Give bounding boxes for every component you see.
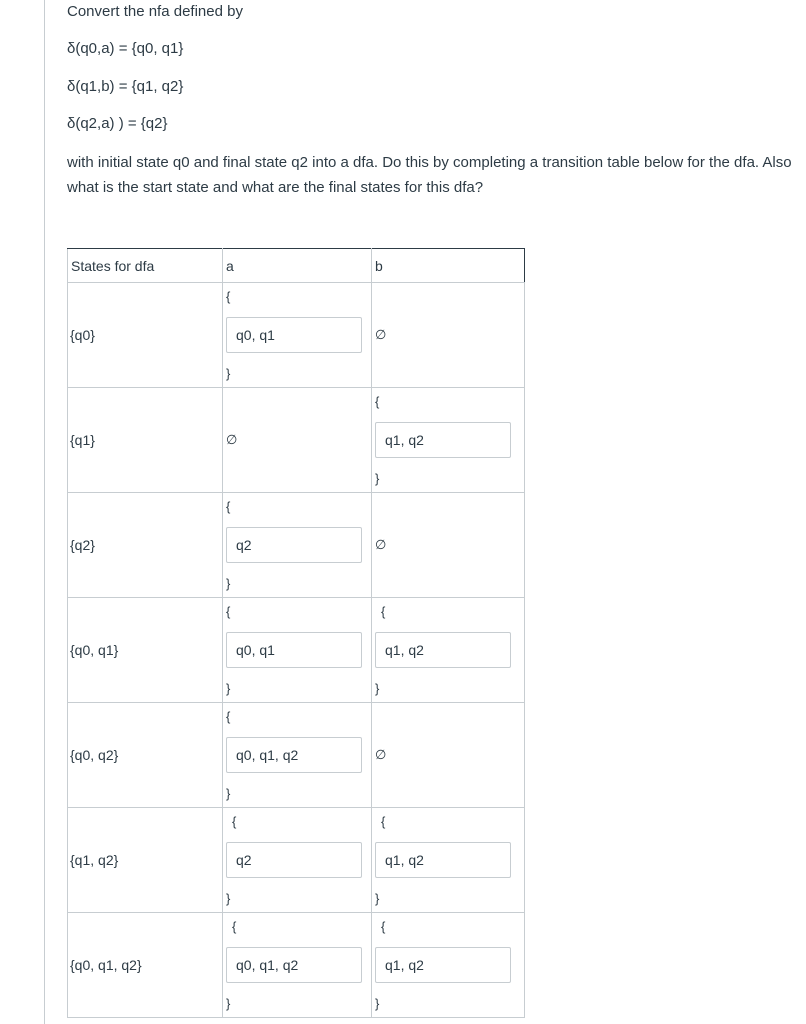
close-brace: } [226, 786, 231, 801]
transition-cell-b [372, 703, 525, 808]
table-row [68, 913, 525, 1018]
transition-cell-b [372, 283, 525, 388]
question-intro: Convert the nfa defined by [67, 3, 243, 20]
answer-input-a[interactable]: q0, q1 [226, 632, 362, 668]
nfa-transition-3: δ(q2,a) ) = {q2} [67, 115, 168, 132]
open-brace: { [226, 604, 231, 619]
open-brace: { [381, 604, 386, 619]
empty-set-icon: ∅ [226, 432, 238, 447]
empty-set-icon: ∅ [375, 537, 387, 552]
table-row [68, 493, 525, 598]
open-brace: { [375, 394, 380, 409]
empty-set-icon: ∅ [375, 327, 387, 342]
transition-cell-a [223, 283, 372, 388]
answer-input-a[interactable]: q2 [226, 527, 362, 563]
state-cell [68, 808, 223, 913]
state-cell [68, 913, 223, 1018]
state-cell [68, 598, 223, 703]
open-brace: { [232, 919, 237, 934]
nfa-transition-1: δ(q0,a) = {q0, q1} [67, 40, 184, 57]
answer-input-b[interactable]: q1, q2 [375, 632, 511, 668]
open-brace: { [226, 499, 231, 514]
transition-cell-b [372, 388, 525, 493]
close-brace: } [226, 996, 231, 1011]
transition-cell-a [223, 388, 372, 493]
header-states: States for dfa [71, 257, 155, 274]
header-a: a [226, 257, 234, 274]
transition-cell-b [372, 808, 525, 913]
table-row [68, 598, 525, 703]
table-row [68, 388, 525, 493]
transition-cell-b [372, 913, 525, 1018]
answer-input-b[interactable]: q1, q2 [375, 422, 511, 458]
state-cell [68, 283, 223, 388]
content-border [44, 0, 45, 1024]
answer-input-a[interactable]: q0, q1, q2 [226, 947, 362, 983]
open-brace: { [381, 814, 386, 829]
transition-cell-a [223, 913, 372, 1018]
dfa-state-label: {q2} [70, 537, 95, 553]
open-brace: { [232, 814, 237, 829]
header-b: b [375, 257, 383, 274]
table-row [68, 283, 525, 388]
header-states-cell [68, 249, 223, 283]
answer-input-a[interactable]: q2 [226, 842, 362, 878]
dfa-state-label: {q1, q2} [70, 852, 119, 868]
close-brace: } [226, 891, 231, 906]
dfa-state-label: {q1} [70, 432, 95, 448]
dfa-transition-table [67, 248, 525, 1018]
transition-cell-a [223, 493, 372, 598]
close-brace: } [375, 996, 380, 1011]
dfa-state-label: {q0, q1} [70, 642, 119, 658]
close-brace: } [375, 891, 380, 906]
open-brace: { [381, 919, 386, 934]
table-row [68, 808, 525, 913]
table-row [68, 703, 525, 808]
transition-cell-b [372, 598, 525, 703]
close-brace: } [226, 366, 231, 381]
answer-input-a[interactable]: q0, q1, q2 [226, 737, 362, 773]
open-brace: { [226, 709, 231, 724]
answer-input-b[interactable]: q1, q2 [375, 947, 511, 983]
state-cell [68, 703, 223, 808]
header-a-cell [223, 249, 372, 283]
state-cell [68, 493, 223, 598]
transition-cell-a [223, 598, 372, 703]
open-brace: { [226, 289, 231, 304]
dfa-state-label: {q0} [70, 327, 95, 343]
transition-cell-b [372, 493, 525, 598]
dfa-state-label: {q0, q2} [70, 747, 119, 763]
nfa-transition-2: δ(q1,b) = {q1, q2} [67, 78, 184, 95]
dfa-state-label: {q0, q1, q2} [70, 957, 142, 973]
close-brace: } [226, 681, 231, 696]
header-b-cell [372, 249, 525, 283]
transition-cell-a [223, 808, 372, 913]
transition-cell-a [223, 703, 372, 808]
empty-set-icon: ∅ [375, 747, 387, 762]
close-brace: } [226, 576, 231, 591]
close-brace: } [375, 471, 380, 486]
state-cell [68, 388, 223, 493]
answer-input-a[interactable]: q0, q1 [226, 317, 362, 353]
table-header-row [68, 249, 525, 283]
answer-input-b[interactable]: q1, q2 [375, 842, 511, 878]
question-instructions: with initial state q0 and final state q2 into a dfa. Do this by completing a transition table below for the dfa. Also what is the start state and what are the final states for this dfa? [67, 154, 792, 196]
close-brace: } [375, 681, 380, 696]
